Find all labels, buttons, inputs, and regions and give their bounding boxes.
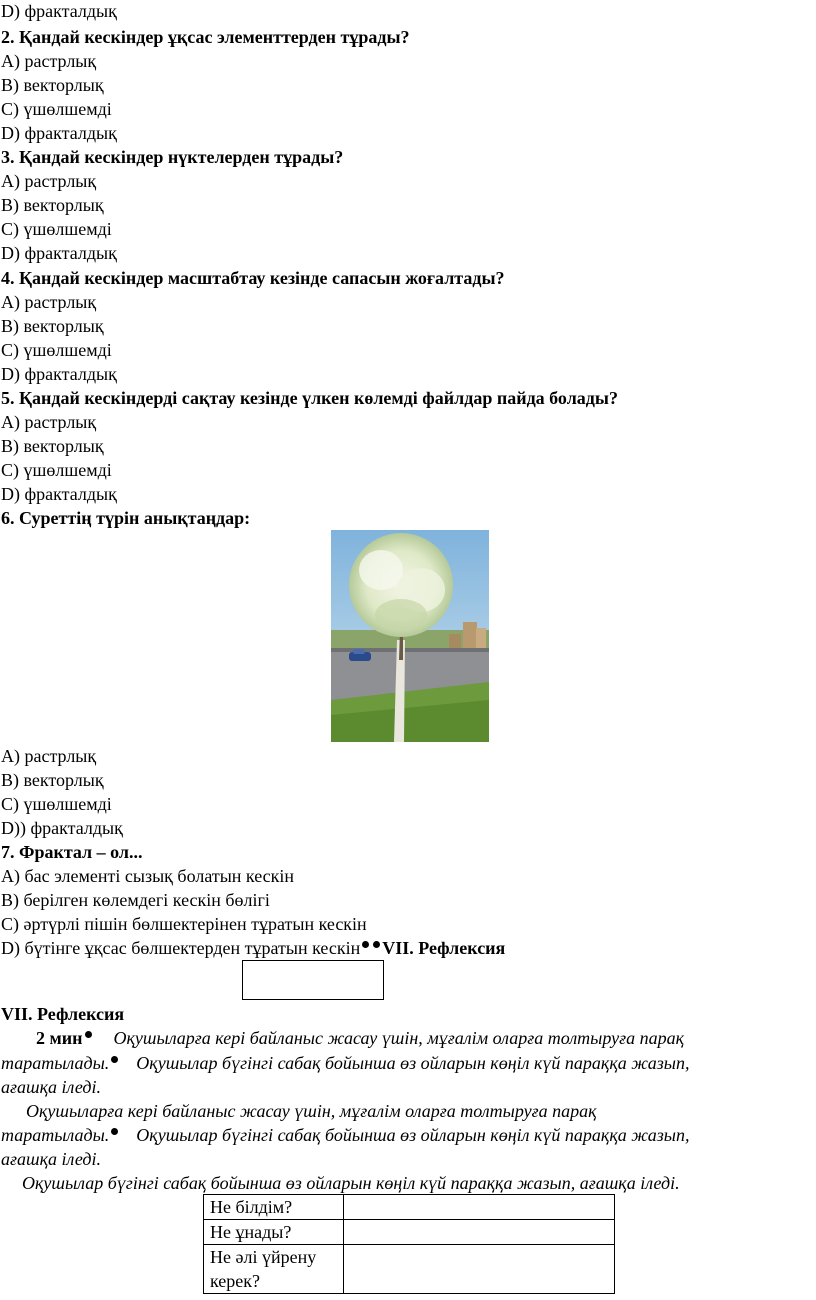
q3-option-b: B) векторлық (1, 195, 104, 215)
table-cell-question: Не білдім? (204, 1195, 344, 1220)
q2-option-d: D) фракталдық (1, 123, 117, 143)
table-cell-answer (344, 1245, 615, 1294)
q2-option-c: C) үшөлшемді (1, 99, 112, 119)
table-cell-answer (344, 1220, 615, 1245)
reflection-heading-inline: VII. Рефлексия (382, 938, 506, 958)
q2-question: 2. Қандай кескіндер ұқсас элементтерден тұрады? (1, 27, 410, 47)
q5-option-c: C) үшөлшемді (1, 460, 112, 480)
q7-option-a: A) бас элементі сызық болатын кескін (1, 866, 295, 886)
reflection-time: 2 мин (36, 1028, 83, 1048)
table-row (204, 1245, 615, 1294)
reflection-para3: Оқушылар бүгінгі сабақ бойынша өз ойларын көңіл күй параққа жазып, ағашқа іледі. (22, 1173, 680, 1193)
reflection-para1-d: ағашқа іледі. (1, 1077, 101, 1097)
q4-option-c: C) үшөлшемді (1, 340, 112, 360)
q7-question: 7. Фрактал – ол... (1, 842, 143, 862)
q3-option-c: C) үшөлшемді (1, 219, 112, 239)
q5-option-b: B) векторлық (1, 436, 104, 456)
bullet-icon (373, 941, 380, 948)
table-cell-answer (344, 1195, 615, 1220)
reflection-para2-b: таратылады. (1, 1125, 110, 1145)
q7-option-c: C) әртүрлі пішін бөлшектерінен тұратын кескін (1, 914, 367, 934)
reflection-table (203, 1194, 615, 1294)
q2-option-b: B) векторлық (1, 75, 104, 95)
q6-option-d: D)) фракталдық (1, 818, 123, 838)
reflection-para2-d: ағашқа іледі. (1, 1149, 101, 1169)
table-cell-question: Не ұнады? (204, 1220, 344, 1245)
q6-option-b: B) векторлық (1, 770, 104, 790)
q6-option-a: A) растрлық (1, 746, 97, 766)
reflection-para2-a: Оқушыларға кері байланыс жасау үшін, мұғалім оларға толтыруға парақ (26, 1101, 597, 1121)
reflection-para1-line2 (1, 1052, 689, 1074)
table-row (204, 1195, 615, 1220)
q4-option-a: A) растрлық (1, 292, 97, 312)
q5-option-a: A) растрлық (1, 412, 97, 432)
q7-option-d-line (1, 937, 505, 959)
reflection-para1-c: Оқушылар бүгінгі сабақ бойынша өз ойларын көңіл күй параққа жазып, (136, 1053, 690, 1073)
q3-option-d: D) фракталдық (1, 243, 117, 263)
q6-option-c: C) үшөлшемді (1, 794, 112, 814)
q5-question: 5. Қандай кескіндерді сақтау кезінде үлкен көлемді файлдар пайда болады? (1, 388, 618, 408)
q6-question: 6. Суреттің түрін анықтаңдар: (1, 508, 251, 528)
table-cell-question: Не әлі үйрену керек? (204, 1245, 344, 1294)
tree-photo (331, 530, 489, 742)
q4-option-d: D) фракталдық (1, 364, 117, 384)
q7-option-b: B) берілген көлемдегі кескін бөлігі (1, 890, 270, 910)
bullet-icon (362, 941, 369, 948)
reflection-para1-line1 (36, 1027, 684, 1049)
reflection-para1-a: Оқушыларға кері байланыс жасау үшін, мұғалім оларға толтыруға парақ (113, 1028, 685, 1048)
q7-option-d: D) бүтінге ұқсас бөлшектерден тұратын кескін (1, 938, 361, 958)
q4-option-b: B) векторлық (1, 316, 104, 336)
empty-frame (242, 960, 384, 1000)
q4-question: 4. Қандай кескіндер масштабтау кезінде сапасын жоғалтады? (1, 268, 505, 288)
bullet-icon (85, 1031, 92, 1038)
q3-option-a: A) растрлық (1, 171, 97, 191)
reflection-heading: VII. Рефлексия (1, 1004, 125, 1024)
q5-option-d: D) фракталдық (1, 484, 117, 504)
q3-question: 3. Қандай кескіндер нүктелерден тұрады? (1, 147, 344, 167)
reflection-para2-line2 (1, 1124, 689, 1146)
bullet-icon (111, 1128, 118, 1135)
reflection-para2-c: Оқушылар бүгінгі сабақ бойынша өз ойларын көңіл күй параққа жазып, (136, 1125, 690, 1145)
q2-option-a: A) растрлық (1, 51, 97, 71)
reflection-para1-b: таратылады. (1, 1053, 110, 1073)
q1-option-d: D) фракталдық (1, 1, 117, 21)
bullet-icon (111, 1056, 118, 1063)
table-row (204, 1220, 615, 1245)
